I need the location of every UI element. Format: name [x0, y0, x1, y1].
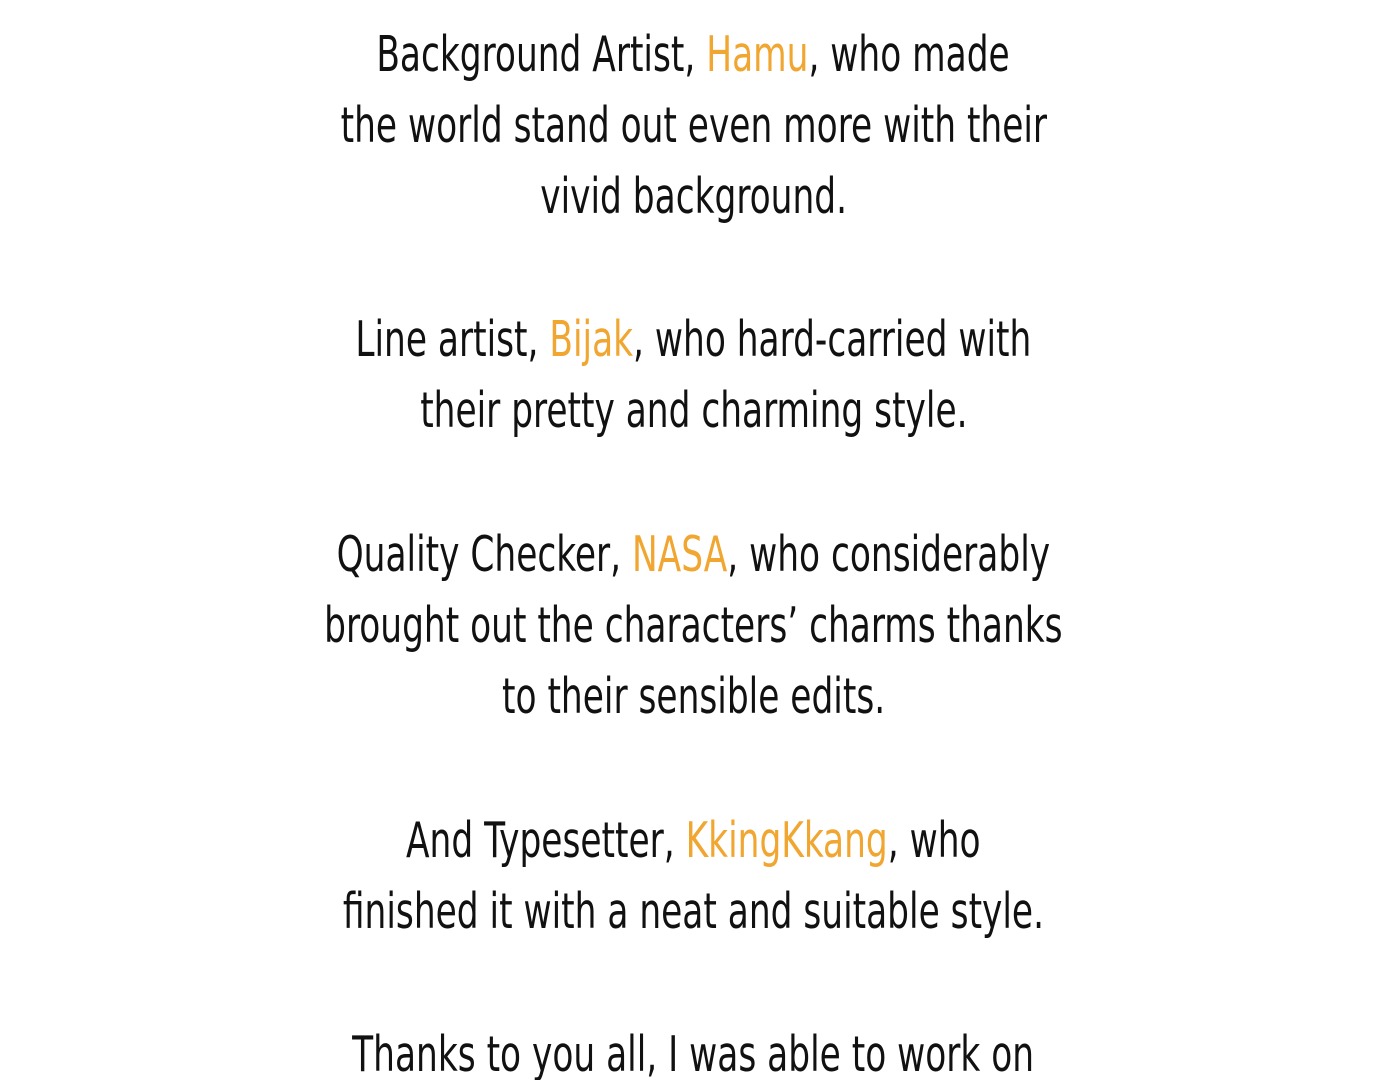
credit-background-artist	[0, 19, 1387, 232]
text-line	[0, 590, 1387, 661]
text-segment: Line artist,	[355, 311, 550, 368]
text-segment: to their sensible edits.	[501, 668, 886, 725]
text-line	[0, 1019, 1387, 1080]
text-segment: , who made	[808, 26, 1011, 83]
text-segment: their pretty and charming style.	[419, 382, 968, 439]
text-line	[0, 805, 1387, 876]
credit-quality-checker	[0, 519, 1387, 732]
text-segment: Thanks to you all, I was able to work on	[352, 1026, 1035, 1080]
text-segment: And Typesetter,	[406, 812, 686, 869]
text-segment: vivid background.	[540, 168, 847, 225]
text-line	[0, 661, 1387, 732]
text-segment: the world stand out even more with their	[340, 97, 1047, 154]
thanks-paragraph	[0, 1019, 1387, 1080]
text-segment: Quality Checker,	[336, 526, 633, 583]
text-segment: finished it with a neat and suitable style.	[342, 883, 1045, 940]
credited-name: Bijak	[549, 311, 634, 368]
text-line	[0, 90, 1387, 161]
text-segment: , who considerably	[727, 526, 1051, 583]
text-line	[0, 876, 1387, 947]
credit-typesetter	[0, 805, 1387, 947]
text-line	[0, 519, 1387, 590]
credit-line-artist	[0, 304, 1387, 446]
credited-name: KkingKkang	[685, 812, 888, 869]
text-segment: brought out the characters’ charms thanks	[324, 597, 1063, 654]
text-segment: Background Artist,	[376, 26, 707, 83]
text-line	[0, 304, 1387, 375]
text-line	[0, 19, 1387, 90]
text-line	[0, 375, 1387, 446]
text-segment: , who	[887, 812, 981, 869]
credited-name: NASA	[632, 526, 728, 583]
text-segment: , who hard-carried with	[633, 311, 1032, 368]
credited-name: Hamu	[706, 26, 809, 83]
text-line	[0, 161, 1387, 232]
